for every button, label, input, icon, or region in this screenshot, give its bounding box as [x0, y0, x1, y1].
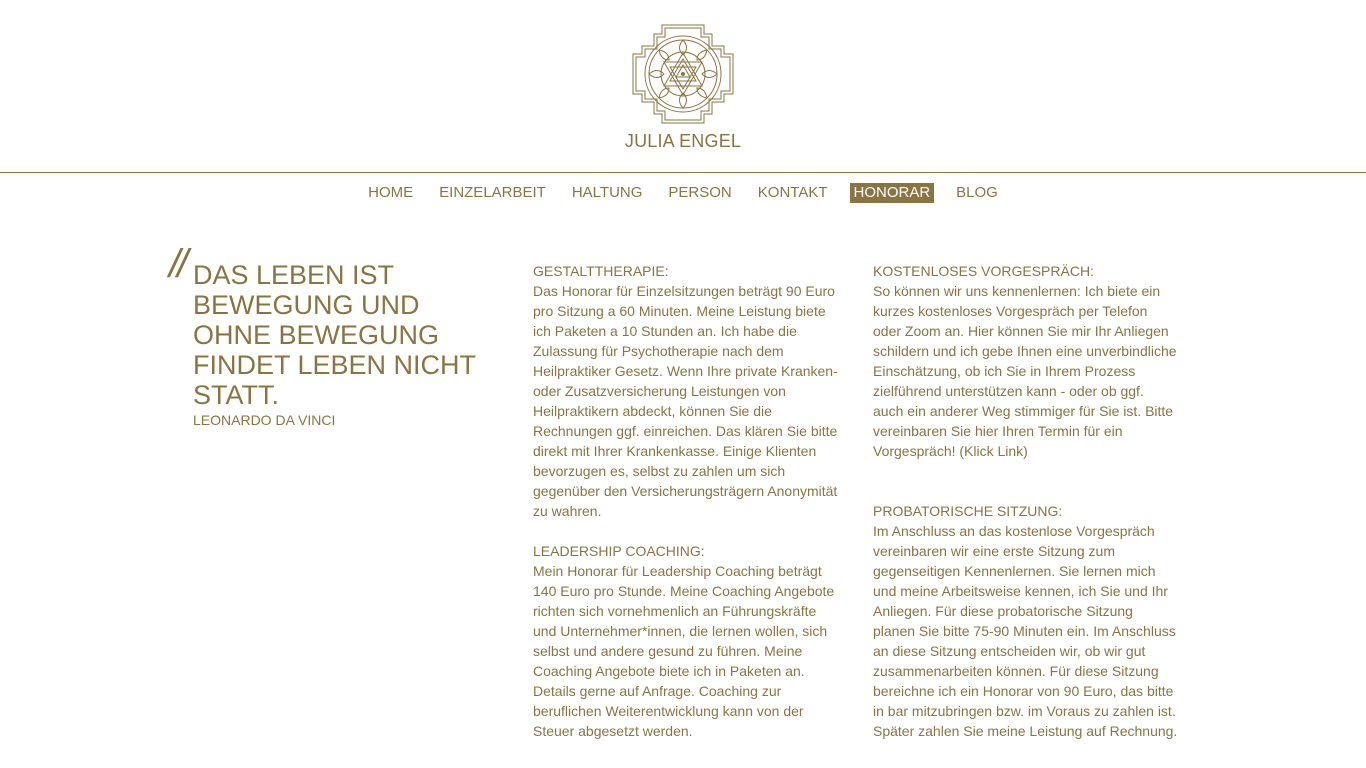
logo-mandala-icon[interactable]	[632, 24, 734, 124]
section-body: Mein Honorar für Leadership Coaching beträgt 140 Euro pro Stunde. Meine Coaching Angebote richten sich vornehmenlich an Führungskräfte und Unternehmer*innen, die lernen wollen, sich selbst und andere gesund zu führen. Meine Coaching Angebote biete ich in Paketen an. Details gerne auf Anfrage. Coaching zur beruflichen Weiterentwicklung kann von der Steuer abgesetzt werden.	[533, 563, 835, 739]
nav-item-person[interactable]: PERSON	[668, 184, 732, 201]
header-divider	[0, 172, 1366, 173]
section-title: LEADERSHIP COACHING:	[533, 543, 705, 559]
section-body[interactable]: So können wir uns kennenlernen: Ich biete ein kurzes kostenloses Vorgespräch per Telefon oder Zoom an. Hier können Sie mir Ihr Anliegen schildern und ich gebe Ihnen eine unverbindliche Einschätzung, ob ich Sie in Ihrem Prozess zielführend unterstützen kann - oder ob ggf. auch ein anderer Weg stimmiger für Sie ist. Bitte vereinbaren Sie hier Ihren Termin für ein Vorgespräch! (Klick Link)	[873, 283, 1177, 459]
nav-item-einzelarbeit[interactable]: EINZELARBEIT	[439, 184, 546, 201]
section-gestalttherapie	[533, 261, 838, 521]
brand-name[interactable]: JULIA ENGEL	[624, 131, 742, 151]
pricing-column-left	[533, 261, 838, 761]
nav-item-home[interactable]: HOME	[368, 184, 414, 201]
nav-item-haltung[interactable]: HALTUNG	[571, 184, 643, 201]
main-navigation	[0, 183, 1366, 203]
section-title: GESTALTTHERAPIE:	[533, 263, 669, 279]
section-kostenloses-vorgespraech	[873, 261, 1178, 461]
section-probatorische-sitzung	[873, 501, 1178, 741]
section-leadership-coaching	[533, 541, 838, 741]
nav-item-blog[interactable]: BLOG	[956, 184, 998, 201]
quote-mark-icon: //	[169, 242, 186, 286]
quote-text: DAS LEBEN IST BEWEGUNG UND OHNE BEWEGUNG FINDET LEBEN NICHT STATT.	[193, 260, 476, 410]
section-title: PROBATORISCHE SITZUNG:	[873, 503, 1063, 519]
quote-author: LEONARDO DA VINCI	[193, 412, 336, 428]
section-body: Das Honorar für Einzelsitzungen beträgt 90 Euro pro Sitzung a 60 Minuten. Meine Leistung biete ich Paketen a 10 Stunden an. Ich habe die Zulassung für Psychotherapie nach dem Heilpraktiker Gesetz. Wenn Ihre private Kranken- oder Zusatzversicherung Leistungen von Heilpraktikern abdeckt, können Sie die Rechnungen ggf. einreichen. Das klären Sie bitte direkt mit Ihrer Krankenkasse. Einige Klienten bevorzugen es, selbst zu zahlen um sich gegenüber den Versicherungsträgern Anonymität zu wahren.	[533, 283, 838, 519]
nav-item-kontakt[interactable]: KONTAKT	[757, 184, 828, 201]
nav-item-honorar[interactable]: HONORAR	[850, 183, 935, 203]
section-body: Im Anschluss an das kostenlose Vorgespräch vereinbaren wir eine erste Sitzung zum gegenseitigen Kennenlernen. Sie lernen mich und meine Arbeitsweise kennen, ich Sie und Ihr Anliegen. Für diese probatorische Sitzung planen Sie bitte 75-90 Minuten ein. Im Anschluss an diese Sitzung entscheiden wir, ob wir gut zusammenarbeiten können. Für diese Sitzung bereichne ich ein Honorar von 90 Euro, das bitte in bar mitzubringen bzw. im Voraus zu zahlen ist. Später zahlen Sie meine Leistung auf Rechnung.	[873, 523, 1178, 739]
section-title: KOSTENLOSES VORGESPRÄCH:	[873, 263, 1094, 279]
pricing-column-right	[873, 261, 1178, 761]
